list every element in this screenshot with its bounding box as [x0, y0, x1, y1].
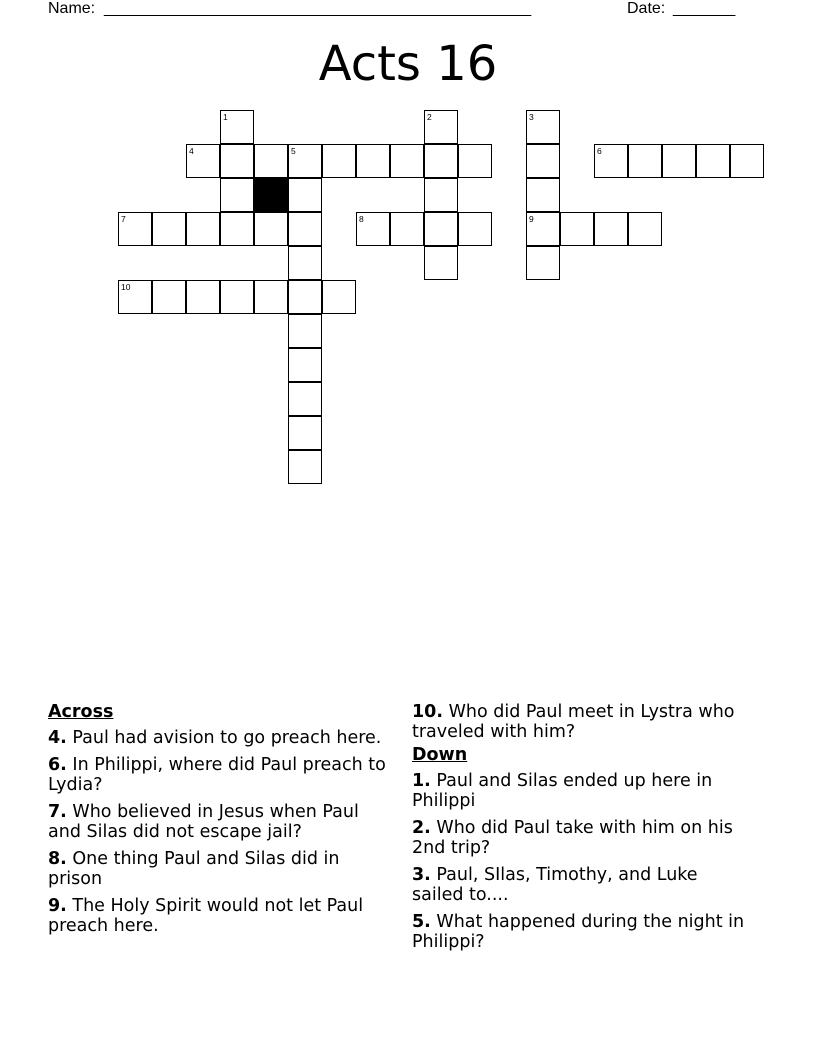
grid-cell[interactable] [424, 110, 458, 144]
grid-cell[interactable] [356, 212, 390, 246]
grid-cell[interactable] [220, 144, 254, 178]
grid-cell[interactable] [186, 280, 220, 314]
clue-text: Who did Paul take with him on his 2nd trip? [412, 818, 733, 858]
clue-number: 4. [48, 728, 67, 748]
clue-number-label: 3 [529, 112, 534, 122]
grid-cell[interactable] [288, 314, 322, 348]
clue-across-4 [48, 728, 388, 748]
grid-cell[interactable] [526, 246, 560, 280]
puzzle-title: Acts 16 [318, 36, 498, 92]
grid-cell[interactable] [730, 144, 764, 178]
grid-cell[interactable] [288, 450, 322, 484]
grid-cell[interactable] [560, 212, 594, 246]
grid-block-cell [254, 178, 288, 212]
grid-cell[interactable] [288, 178, 322, 212]
clue-number-label: 8 [359, 214, 364, 224]
clue-number-label: 5 [291, 146, 296, 156]
clue-text: Who did Paul meet in Lystra who traveled with him? [412, 702, 735, 742]
clue-number: 1. [412, 771, 431, 791]
grid-cell[interactable] [254, 144, 288, 178]
grid-cell[interactable] [118, 280, 152, 314]
clue-number-label: 6 [597, 146, 602, 156]
grid-cell[interactable] [526, 178, 560, 212]
grid-cell[interactable] [356, 144, 390, 178]
clue-number: 10. [412, 702, 444, 722]
grid-cell[interactable] [424, 246, 458, 280]
clue-number: 2. [412, 818, 431, 838]
down-heading: Down [412, 745, 468, 765]
clue-number: 9. [48, 896, 67, 916]
grid-cell[interactable] [424, 144, 458, 178]
grid-cell[interactable] [594, 144, 628, 178]
clue-number: 6. [48, 755, 67, 775]
clue-number: 8. [48, 849, 67, 869]
clue-across-9 [48, 896, 388, 936]
across-heading: Across [48, 702, 114, 722]
grid-cell[interactable] [186, 212, 220, 246]
grid-cell[interactable] [220, 110, 254, 144]
grid-cell[interactable] [186, 144, 220, 178]
grid-cell[interactable] [220, 212, 254, 246]
grid-cell[interactable] [288, 382, 322, 416]
clue-across-10 [412, 702, 752, 742]
grid-cell[interactable] [526, 110, 560, 144]
clue-number-label: 4 [189, 146, 194, 156]
clue-down-5 [412, 912, 752, 952]
date-field[interactable]: _______ [673, 0, 736, 17]
grid-cell[interactable] [220, 178, 254, 212]
clue-text: The Holy Spirit would not let Paul preach here. [48, 896, 364, 936]
clue-number-label: 10 [121, 282, 131, 292]
crossword-grid [0, 0, 816, 520]
clue-number-label: 2 [427, 112, 432, 122]
clue-number: 5. [412, 912, 431, 932]
clue-text: Paul, SIlas, Timothy, and Luke sailed to.... [412, 865, 698, 905]
grid-cell[interactable] [118, 212, 152, 246]
clue-text: Paul had avision to go preach here. [72, 728, 382, 748]
grid-cell[interactable] [390, 144, 424, 178]
grid-cell[interactable] [322, 280, 356, 314]
grid-cell[interactable] [458, 144, 492, 178]
clue-number: 7. [48, 802, 67, 822]
date-label: Date: [627, 0, 666, 17]
clue-down-1 [412, 771, 752, 811]
clue-text: Paul and Silas ended up here in Philippi [412, 771, 713, 811]
clues-column-right [412, 702, 752, 959]
grid-cell[interactable] [288, 416, 322, 450]
grid-cell[interactable] [254, 280, 288, 314]
grid-cell[interactable] [696, 144, 730, 178]
clue-text: What happened during the night in Philippi? [412, 912, 745, 952]
grid-cell[interactable] [322, 144, 356, 178]
grid-cell[interactable] [152, 280, 186, 314]
grid-cell[interactable] [526, 144, 560, 178]
grid-cell[interactable] [458, 212, 492, 246]
clue-number-label: 9 [529, 214, 534, 224]
grid-cell[interactable] [288, 348, 322, 382]
grid-cell[interactable] [628, 212, 662, 246]
grid-cell[interactable] [594, 212, 628, 246]
grid-cell[interactable] [288, 246, 322, 280]
clue-text: Who believed in Jesus when Paul and Silas did not escape jail? [48, 802, 359, 842]
name-label: Name: [48, 0, 96, 17]
grid-cell[interactable] [526, 212, 560, 246]
clue-across-6 [48, 755, 388, 795]
grid-cell[interactable] [288, 144, 322, 178]
grid-cell[interactable] [424, 178, 458, 212]
grid-cell[interactable] [662, 144, 696, 178]
clue-text: In Philippi, where did Paul preach to Lydia? [48, 755, 386, 795]
clue-down-2 [412, 818, 752, 858]
grid-cell[interactable] [220, 280, 254, 314]
grid-cell[interactable] [288, 212, 322, 246]
grid-cell[interactable] [628, 144, 662, 178]
clue-number-label: 1 [223, 112, 228, 122]
clue-down-3 [412, 865, 752, 905]
clue-text: One thing Paul and Silas did in prison [48, 849, 340, 889]
clue-across-8 [48, 849, 388, 889]
grid-cell[interactable] [152, 212, 186, 246]
grid-cell[interactable] [424, 212, 458, 246]
name-field[interactable]: ________________________________________________ [104, 0, 532, 17]
clue-number-label: 7 [121, 214, 126, 224]
grid-cell[interactable] [254, 212, 288, 246]
grid-cell[interactable] [288, 280, 322, 314]
clue-number: 3. [412, 865, 431, 885]
grid-cell[interactable] [390, 212, 424, 246]
clues-column-left [48, 702, 388, 943]
clue-across-7 [48, 802, 388, 842]
